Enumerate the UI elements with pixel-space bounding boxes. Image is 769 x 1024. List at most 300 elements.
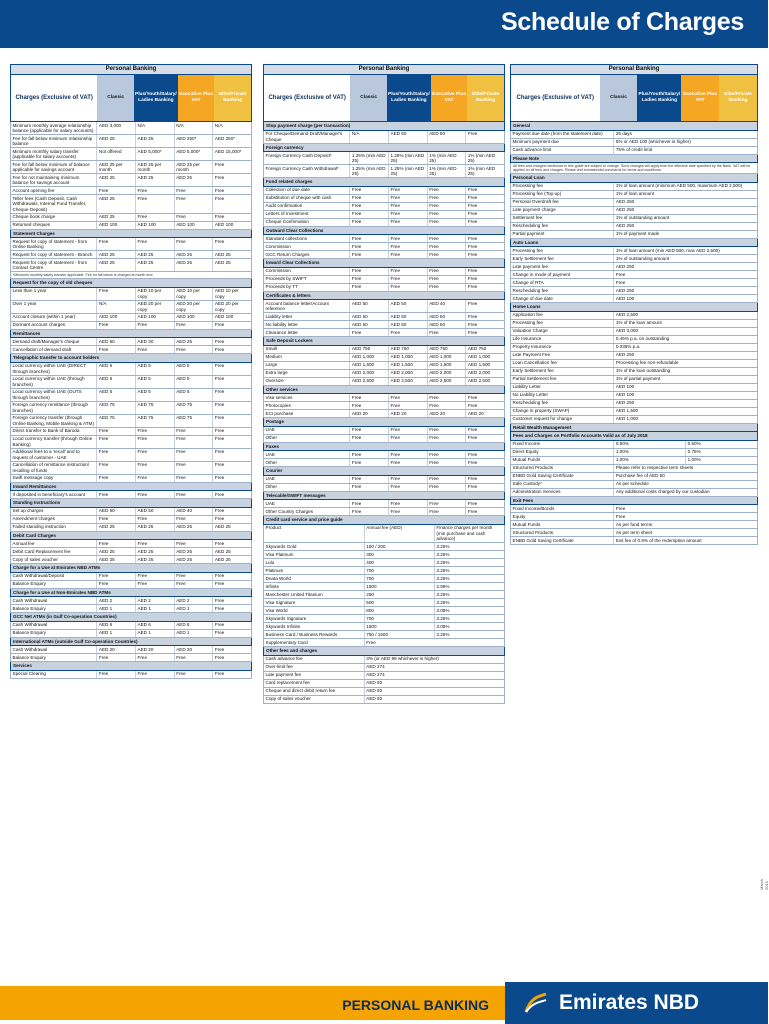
table-row xyxy=(510,183,758,191)
charge-value: Free xyxy=(350,484,389,491)
charge-value: Free xyxy=(175,654,214,661)
charge-value: AED 75 xyxy=(175,415,214,427)
charge-value: AED 50 xyxy=(389,313,428,320)
charge-value: AED 20 per copy xyxy=(175,301,214,313)
charge-value: Free xyxy=(428,484,467,491)
table-row xyxy=(510,271,758,279)
charge-value: 750 / 1500 xyxy=(365,631,435,638)
charge-label: Returned cheques xyxy=(11,222,97,229)
charge-value: Free xyxy=(175,187,214,194)
charge-value: Free xyxy=(136,195,175,213)
charge-value: Free xyxy=(615,271,626,277)
charge-value: AED 2 xyxy=(136,597,175,604)
table-row xyxy=(10,389,252,402)
table-row xyxy=(10,322,252,330)
table-row xyxy=(263,394,505,402)
charge-label: Partial Settlement fee xyxy=(511,376,614,383)
charge-label: Change in mode of payment xyxy=(511,271,614,278)
charge-value: N/A xyxy=(175,122,214,134)
charge-label: Less than 1 year xyxy=(11,288,97,300)
table-row xyxy=(10,301,252,314)
charge-value: 3.25% xyxy=(436,575,450,581)
charge-value: Free xyxy=(350,268,389,275)
charge-value: Free xyxy=(467,251,478,257)
table-row xyxy=(263,688,505,696)
charge-value: Free xyxy=(467,451,478,457)
table-row xyxy=(510,465,758,473)
table-row xyxy=(263,251,505,259)
section-heading: Outward Clear Collections xyxy=(263,227,505,236)
charge-value: AED 100 xyxy=(175,314,214,321)
charge-value: Free xyxy=(97,322,136,329)
charge-value: Free xyxy=(428,427,467,434)
charge-value: 1% (min AED 25) xyxy=(428,152,467,164)
charge-value: 3.25% xyxy=(436,543,450,549)
header-plus: Plus/Youth/Salary/ Ladies Banking xyxy=(134,75,178,121)
table-row xyxy=(10,187,252,195)
table-row xyxy=(10,363,252,376)
charge-value: Free xyxy=(350,427,389,434)
charge-value: 75% of credit limit xyxy=(615,147,653,153)
section-heading: Fees and Charges on Portfolio Accounts Valid as of July 2018 xyxy=(510,432,758,441)
charge-value: Free xyxy=(428,211,467,218)
charge-value: Free xyxy=(350,211,389,218)
charge-value: Free xyxy=(214,622,225,628)
header-elite: Elite/Private Banking xyxy=(467,75,504,121)
table-row xyxy=(510,392,758,400)
charge-value: 500 xyxy=(365,599,435,606)
charge-label: Visa Signature xyxy=(264,599,365,606)
charge-value: Free xyxy=(389,459,428,466)
charge-value: AED 100 xyxy=(136,222,175,229)
charge-value: AED 100 xyxy=(615,384,635,390)
charge-value: Free xyxy=(214,630,225,636)
charge-value: AED 1,000 xyxy=(389,354,428,361)
table-row xyxy=(510,247,758,255)
table-row xyxy=(263,639,505,647)
header-charges: Charges (Exclusive of VAT) xyxy=(511,75,600,121)
charge-label: Foreign Currency Cash Deposit* xyxy=(264,152,350,164)
charge-label: Cash Withdrawal xyxy=(11,597,97,604)
charge-value: 25 days xyxy=(615,131,632,137)
table-row xyxy=(10,314,252,322)
charge-label: Minimum monthly salary transfer (applicable for salary accounts) xyxy=(11,148,97,160)
table-row xyxy=(510,537,758,545)
table-row xyxy=(263,631,505,639)
charge-value: Free xyxy=(136,540,175,547)
section-heading: Postage xyxy=(263,418,505,427)
charge-value: Free xyxy=(428,187,467,194)
charge-value: Free xyxy=(214,161,225,167)
table-row xyxy=(510,481,758,489)
charge-value: AED 1 xyxy=(136,630,175,637)
charge-value: AED 1,500 xyxy=(428,362,467,369)
charge-label: Late payment charge xyxy=(511,207,614,214)
section-heading: International ATMs (outside Gulf Co-operation Countries) xyxy=(10,638,252,647)
charge-value: Free xyxy=(428,203,467,210)
charge-label: Extra large xyxy=(264,370,350,377)
charge-value: AED 100 xyxy=(136,314,175,321)
charge-label: Account opening fee xyxy=(11,187,97,194)
table-row xyxy=(10,605,252,613)
charge-value: 0.50% xyxy=(687,441,701,447)
section-heading: Safe Deposit Lockers xyxy=(263,337,505,346)
charge-value: Free xyxy=(214,449,225,455)
charge-value: Free xyxy=(615,279,626,285)
charge-value: AED 50 xyxy=(428,131,467,143)
table-row xyxy=(263,131,505,144)
table-row xyxy=(10,671,252,679)
charge-label: Safe Custody* xyxy=(511,481,614,488)
charge-value: Please refer to respective term sheets xyxy=(615,465,694,471)
table-row xyxy=(10,462,252,475)
footnote: *Minimum monthly salary transfer applicable. Fee for fall below is charged at month end. xyxy=(10,272,252,279)
charge-value: As per fund terms xyxy=(615,521,653,527)
header-executive: Executive Plus VAT xyxy=(178,75,215,121)
table-row xyxy=(263,615,505,623)
charge-label: Other Country Charges xyxy=(264,508,350,515)
section-heading: Debit Card Charges xyxy=(10,532,252,541)
charge-value: AED 20 xyxy=(175,646,214,653)
table-row xyxy=(263,567,505,575)
charge-value: Free xyxy=(467,427,478,433)
charge-value: 1% of loan amount xyxy=(615,191,655,197)
charge-value: Free xyxy=(136,238,175,250)
charge-value: 2.99% xyxy=(436,583,450,589)
charge-value: AED 100 xyxy=(97,222,136,229)
charge-value: 1% of the loan outstanding xyxy=(615,368,671,374)
table-row xyxy=(10,214,252,222)
charge-value: AED 750 xyxy=(389,346,428,353)
charge-value: AED 75 xyxy=(175,402,214,414)
table-row xyxy=(510,473,758,481)
charge-label: Additional fees to a 'recall' and to request of customer - UAE xyxy=(11,449,97,461)
charge-value: 700 xyxy=(365,615,435,622)
charge-value: AED 2 xyxy=(97,597,136,604)
charge-value: AED 100 xyxy=(615,392,635,398)
header-charges: Charges (Exclusive of VAT) xyxy=(11,75,97,121)
page-title: Schedule of Charges xyxy=(501,8,744,36)
charge-value: Free xyxy=(389,195,428,202)
charge-label: Copy of sales voucher xyxy=(264,696,365,703)
charge-value: AED 2,500 xyxy=(428,378,467,385)
table-row xyxy=(510,400,758,408)
charge-value: 800 xyxy=(365,607,435,614)
charge-value: AED 274 xyxy=(366,664,385,670)
charge-label: Dormant account charges xyxy=(11,322,97,329)
charge-value: Free xyxy=(428,235,467,242)
charge-value: AED 50 xyxy=(428,313,467,320)
charge-value: AED 250* xyxy=(175,135,214,147)
charge-value: Free xyxy=(428,268,467,275)
charge-value: Free xyxy=(428,394,467,401)
charge-value: Free xyxy=(136,187,175,194)
charge-value: Free xyxy=(214,462,225,468)
charge-label: Foreign currency remittance (through branches) xyxy=(11,402,97,414)
section-heading: Faxes xyxy=(263,443,505,452)
charge-value: Free xyxy=(467,131,478,137)
charge-value: Free xyxy=(389,251,428,258)
charge-value: Free xyxy=(389,268,428,275)
charge-label: Demand draft/Manager's cheque xyxy=(11,338,97,345)
table-row xyxy=(10,654,252,662)
table-row xyxy=(263,583,505,591)
charge-value: AED 50 xyxy=(366,680,383,686)
table-row xyxy=(263,195,505,203)
charge-label: Settlement fee xyxy=(511,215,614,222)
charge-value: AED 20 xyxy=(350,410,389,417)
table-row xyxy=(510,207,758,215)
section-heading: Services xyxy=(10,662,252,671)
table-row xyxy=(263,219,505,227)
table-row xyxy=(10,428,252,436)
table-row xyxy=(510,199,758,207)
charge-value: Free xyxy=(389,484,428,491)
table-row xyxy=(263,591,505,599)
section-heading: Remittances xyxy=(10,330,252,339)
charge-value: Free xyxy=(389,329,428,336)
table-row xyxy=(10,288,252,301)
table-row xyxy=(510,489,758,497)
charge-label: Skywards Gold xyxy=(264,543,365,550)
table-row xyxy=(263,410,505,418)
charge-label: Other xyxy=(264,484,350,491)
charge-value: 1% of partial payment xyxy=(615,376,661,382)
charge-label: Cash advance limit xyxy=(511,147,614,154)
table-row xyxy=(263,680,505,688)
charge-value: 150 / 200 xyxy=(365,543,435,550)
charge-value: AED 20 xyxy=(467,410,484,416)
charge-value: Free xyxy=(467,321,478,327)
charge-label: Fee for fall below minimum of balance applicable for savings account xyxy=(11,161,97,173)
charge-value: Free xyxy=(350,276,389,283)
charge-label: Late payment fee xyxy=(264,672,365,679)
header-charges: Charges (Exclusive of VAT) xyxy=(264,75,350,121)
charge-value: 1% (min AED 25) xyxy=(467,152,496,164)
charge-value: Free xyxy=(97,187,136,194)
section-heading: Standing Instructions xyxy=(10,499,252,508)
table-row xyxy=(263,243,505,251)
charge-value: Free xyxy=(97,573,136,580)
footer-brand xyxy=(505,982,768,1024)
charge-value: AED 274 xyxy=(366,672,385,678)
charge-value: AED 100 xyxy=(214,222,234,228)
charge-value: AED 5 xyxy=(175,389,214,401)
charge-value: AED 75 xyxy=(136,415,175,427)
charge-label: Request for copy of statement - from Online Banking xyxy=(11,238,97,250)
charge-label: Equity xyxy=(511,513,614,520)
charge-value: Any additional costs charged by our custodian xyxy=(615,489,710,495)
charge-value: AED 20 xyxy=(97,646,136,653)
table-row xyxy=(10,630,252,638)
charge-value: Free xyxy=(175,573,214,580)
section-heading: General xyxy=(510,122,758,131)
section-heading: Fund related charges xyxy=(263,178,505,187)
charge-value: Free xyxy=(214,491,225,497)
section-heading: Foreign currency xyxy=(263,144,505,153)
charge-value: Free xyxy=(350,203,389,210)
charge-label: Liability Letter xyxy=(511,384,614,391)
section-banner-personal-banking: Personal Banking xyxy=(263,64,505,75)
charge-value: Free xyxy=(175,475,214,482)
charge-value: Free xyxy=(350,435,389,442)
charge-label: Late Payment Fee xyxy=(511,352,614,359)
charge-label: Platinum xyxy=(264,567,365,574)
charge-label: Direct Equity xyxy=(511,449,614,456)
charge-value: Free xyxy=(214,508,225,514)
charge-label: Processing fee xyxy=(511,320,614,327)
charge-value: AED 1,500 xyxy=(467,362,491,368)
charge-label: Structured Products xyxy=(511,529,614,536)
table-row xyxy=(510,312,758,320)
charge-label: Life Insurance xyxy=(511,336,614,343)
table-row xyxy=(263,599,505,607)
footer-label: PERSONAL BANKING xyxy=(342,997,489,1013)
charge-value: AED 10 per copy xyxy=(214,288,239,299)
table-row xyxy=(10,376,252,389)
table-row xyxy=(510,352,758,360)
table-row xyxy=(510,231,758,239)
charge-value: AED 25 xyxy=(97,135,136,147)
charge-label: Debit Card Replacement fee xyxy=(11,548,97,555)
charge-value: Exit fee of 0.5% of the redemption amount xyxy=(615,537,702,543)
table-row xyxy=(510,416,758,424)
charge-value: AED 25 xyxy=(97,556,136,563)
charge-label: Other xyxy=(264,435,350,442)
charge-label: Annual fee xyxy=(11,540,97,547)
charge-label: Valuation Charge xyxy=(511,328,614,335)
charge-value: AED 40 xyxy=(428,300,467,312)
table-row xyxy=(263,268,505,276)
charge-value: AED 1 xyxy=(175,605,214,612)
column-header-row xyxy=(10,75,252,122)
charge-value: AED 1,000 xyxy=(428,354,467,361)
charge-value: Free xyxy=(428,243,467,250)
charge-value: AED 750 xyxy=(350,346,389,353)
charge-value: AED 25 xyxy=(214,259,231,265)
charge-value: Free xyxy=(136,671,175,678)
table-row xyxy=(510,521,758,529)
charge-label: UAE xyxy=(264,500,350,507)
charge-value: 1% of loan amount (minimum AED 500, maximum AED 2,500) xyxy=(615,183,743,189)
charge-value: AED 1 xyxy=(136,605,175,612)
charge-value: Free xyxy=(350,500,389,507)
charge-label: Foreign Currency Cash Withdrawal* xyxy=(264,165,350,177)
charge-value: Free xyxy=(175,238,214,250)
header-elite: Elite/Private Banking xyxy=(719,75,757,121)
charge-value: 1.25% (min AED 25) xyxy=(389,152,428,164)
charge-value: AED 250* xyxy=(214,135,236,141)
charge-label: Processing fee xyxy=(511,247,614,254)
charge-label: Rescheduling fee xyxy=(511,287,614,294)
charge-value: Free xyxy=(97,654,136,661)
charge-label: Fee for fall below minimum relationship balance xyxy=(11,135,97,147)
charge-label: Large xyxy=(264,362,350,369)
charge-label: Property Insurance xyxy=(511,344,614,351)
charge-value: Free xyxy=(214,436,225,442)
charge-value: 3.25% xyxy=(436,567,450,573)
charge-value: 0.45% p.a. on outstanding xyxy=(615,336,670,342)
charge-value: Free xyxy=(97,581,136,588)
charge-value: AED 2,000 xyxy=(350,370,389,377)
charge-value: Purchase fee of AED 50 xyxy=(615,473,665,479)
charge-value: Free xyxy=(467,500,478,506)
charge-label: Special Clearing xyxy=(11,671,97,678)
charge-value: Free xyxy=(615,513,626,519)
table-row xyxy=(263,402,505,410)
table-row xyxy=(510,263,758,271)
charge-value: Free xyxy=(136,573,175,580)
charge-label: Fixed Income/Bonds xyxy=(511,505,614,512)
charge-value: 400 xyxy=(365,559,435,566)
charge-value: Free xyxy=(214,573,225,579)
charge-value: Free xyxy=(467,195,478,201)
section-heading: Courier xyxy=(263,467,505,476)
page-header xyxy=(0,0,768,48)
charge-value: Free xyxy=(97,238,136,250)
table-row xyxy=(10,402,252,415)
charge-value: 1% of loan amount (min AED 500, max AED 2,500) xyxy=(615,247,720,253)
charge-value: AED 250 xyxy=(615,352,635,358)
charge-value: AED 10 per copy xyxy=(175,288,214,300)
header-classic: Classic xyxy=(350,75,387,121)
charge-value: AED 25 xyxy=(175,174,214,186)
section-heading: Inward Remittances xyxy=(10,483,252,492)
header-executive: Executive Plus VAT xyxy=(681,75,719,121)
charge-value: AED 50 xyxy=(428,321,467,328)
column-middle xyxy=(263,64,505,704)
header-plus: Plus/Youth/Salary/ Ladies Banking xyxy=(387,75,431,121)
charge-value: Free xyxy=(97,540,136,547)
charge-value: AED 1 xyxy=(97,630,136,637)
column-header-row xyxy=(263,75,505,122)
brand-name: Emirates NBD xyxy=(559,991,700,1014)
charge-value: AED 2,500 xyxy=(350,378,389,385)
charge-value: Free xyxy=(350,329,389,336)
charge-value: AED 25 xyxy=(97,174,136,186)
charge-value: Free xyxy=(467,394,478,400)
charge-label: Substitution of cheque with cash xyxy=(264,195,350,202)
charge-value: Free xyxy=(350,251,389,258)
charge-value: Free xyxy=(428,402,467,409)
charge-value: Free xyxy=(428,276,467,283)
footer-banner xyxy=(0,986,505,1020)
charge-label: Balance Enquiry xyxy=(11,605,97,612)
table-row xyxy=(263,656,505,664)
charge-value: Free xyxy=(97,428,136,435)
charge-value: AED 2,500 xyxy=(467,378,491,384)
charge-value: AED 2,500 xyxy=(389,378,428,385)
charge-value: Free xyxy=(136,436,175,448)
table-row xyxy=(10,251,252,259)
charge-label: Over 1 year xyxy=(11,301,97,313)
charge-value: AED 3,000 xyxy=(615,328,639,334)
charge-label: Balance Enquiry xyxy=(11,630,97,637)
table-row xyxy=(263,459,505,467)
table-row xyxy=(510,328,758,336)
table-row xyxy=(263,370,505,378)
charge-label: Local currency within UAE (OUTS through branches) xyxy=(11,389,97,401)
charge-value: Free xyxy=(214,516,225,522)
section-heading: Retail Wealth Management xyxy=(510,424,758,433)
charge-value: Free xyxy=(428,435,467,442)
charge-label: Local currency within UAE (DIRECT through branches) xyxy=(11,363,97,375)
charge-value: AED 5 xyxy=(97,363,136,375)
charge-label: Loan Cancellation fee xyxy=(511,360,614,367)
section-heading: Exit Fees xyxy=(510,497,758,506)
charge-value: Free xyxy=(467,235,478,241)
table-row xyxy=(10,174,252,187)
